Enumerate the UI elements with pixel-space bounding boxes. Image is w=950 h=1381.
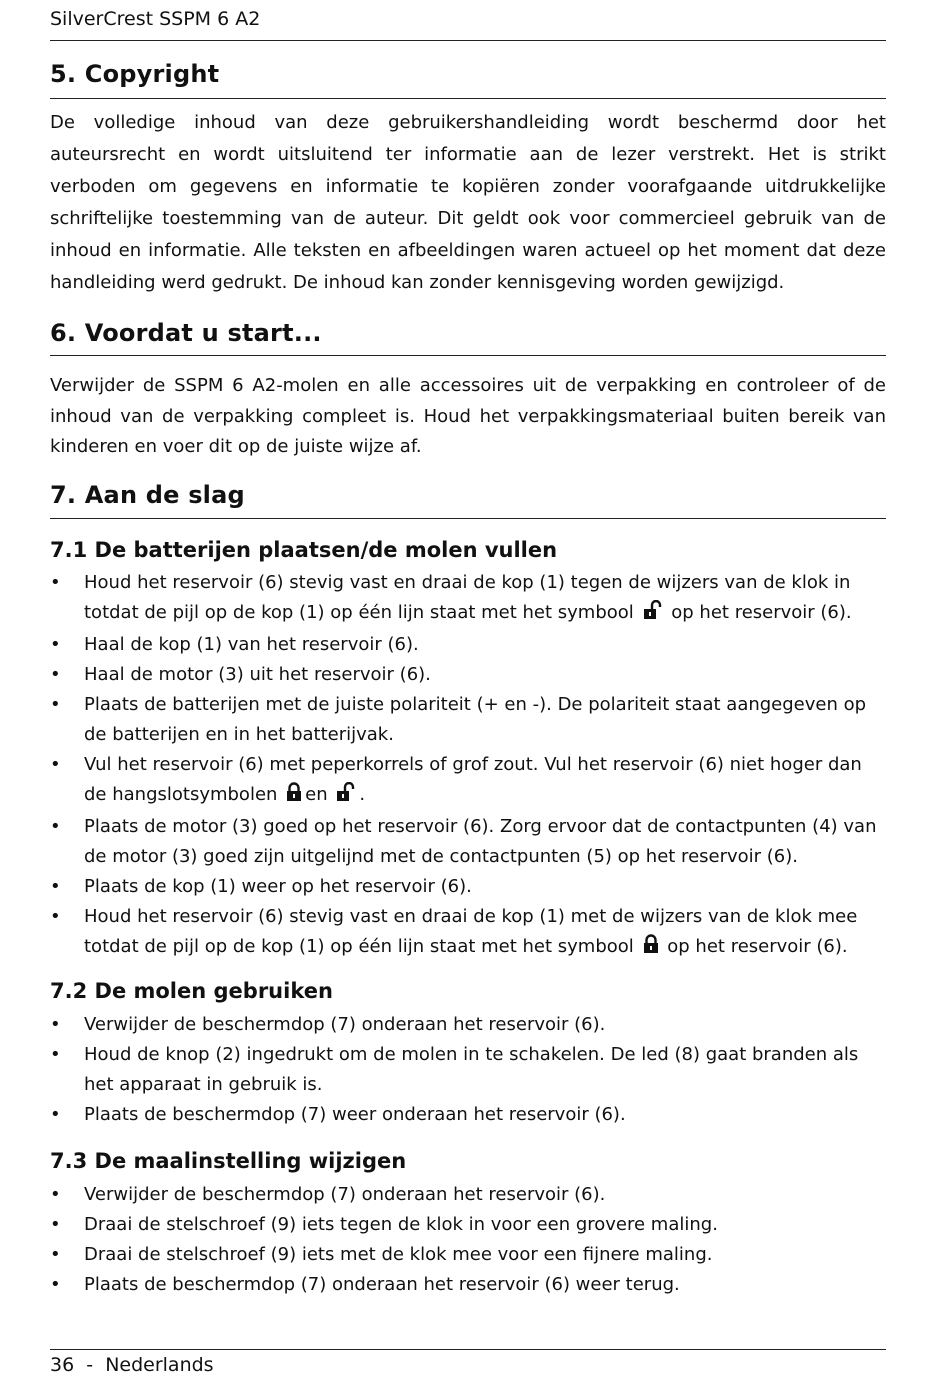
page-footer: 36 - Nederlands xyxy=(50,1354,214,1376)
list-item: • Draai de stelschroef (9) iets tegen de klok in voor een grovere maling. xyxy=(50,1210,886,1240)
section-7-heading: 7. Aan de slag xyxy=(50,481,245,509)
subsection-7-2-heading: 7.2 De molen gebruiken xyxy=(50,979,333,1003)
list-item: • Verwijder de beschermdop (7) onderaan het reservoir (6). xyxy=(50,1180,886,1210)
subsection-7-1-list xyxy=(50,568,886,964)
document-header: SilverCrest SSPM 6 A2 xyxy=(50,8,261,30)
section-rule xyxy=(50,355,886,356)
subsection-7-3-heading: 7.3 De maalinstelling wijzigen xyxy=(50,1149,407,1173)
padlock-open-icon xyxy=(643,600,663,630)
list-item: • Draai de stelschroef (9) iets met de klok mee voor een fijnere maling. xyxy=(50,1240,886,1270)
list-item: • Plaats de motor (3) goed op het reservoir (6). Zorg ervoor dat de contactpunten (4) van de motor (3) goed zijn uitgelijnd met de contactpunten (5) op het reservoir (6). xyxy=(50,812,886,872)
list-item-text: op het reservoir (6). xyxy=(671,602,852,623)
list-item: • Plaats de kop (1) weer op het reservoir (6). xyxy=(50,872,886,902)
section-6-heading: 6. Voordat u start... xyxy=(50,319,322,347)
list-item-text: . xyxy=(359,784,366,805)
list-item: • Verwijder de beschermdop (7) onderaan het reservoir (6). xyxy=(50,1010,886,1040)
padlock-closed-icon xyxy=(286,782,302,812)
list-item: • Plaats de beschermdop (7) onderaan het reservoir (6) weer terug. xyxy=(50,1270,886,1300)
list-item: • Plaats de batterijen met de juiste polariteit (+ en -). De polariteit staat aangegeven op de batterijen en in het batterijvak. xyxy=(50,690,886,750)
section-rule xyxy=(50,98,886,99)
list-item-text: Vul het reservoir (6) met peperkorrels of grof zout. Vul het reservoir (6) niet hoger dan de hangslotsymbolen xyxy=(84,754,862,805)
padlock-closed-icon xyxy=(643,934,659,964)
header-rule xyxy=(50,40,886,41)
section-5-heading: 5. Copyright xyxy=(50,60,220,88)
list-item: • Haal de motor (3) uit het reservoir (6). xyxy=(50,660,886,690)
subsection-7-2-list xyxy=(50,1010,886,1130)
padlock-open-icon xyxy=(336,782,356,812)
list-item: • Haal de kop (1) van het reservoir (6). xyxy=(50,630,886,660)
list-item xyxy=(50,568,886,630)
list-item xyxy=(50,902,886,964)
footer-rule xyxy=(50,1349,886,1350)
list-item-text: Houd het reservoir (6) stevig vast en draai de kop (1) met de wijzers van de klok mee totdat de pijl op de kop (1) op één lijn staat met het symbool xyxy=(84,906,858,957)
section-5-body: De volledige inhoud van deze gebruikershandleiding wordt beschermd door het auteursrecht en wordt uitsluitend ter informatie aan de lezer verstrekt. Het is strikt verboden om gegevens en informatie te kopiëren zonder voorafgaande uitdrukkelijke schriftelijke toestemming van de auteur. Dit geldt ook voor commercieel gebruik van de inhoud en informatie. Alle teksten en afbeeldingen waren actueel op het moment dat deze handleiding werd gedrukt. De inhoud kan zonder kennisgeving worden gewijzigd. xyxy=(50,112,886,293)
list-item xyxy=(50,750,886,812)
list-item-text: en xyxy=(305,784,328,805)
section-rule xyxy=(50,518,886,519)
list-item: • Houd de knop (2) ingedrukt om de molen in te schakelen. De led (8) gaat branden als het apparaat in gebruik is. xyxy=(50,1040,886,1100)
list-item-text: op het reservoir (6). xyxy=(667,936,848,957)
list-item-text: Houd het reservoir (6) stevig vast en draai de kop (1) tegen de wijzers van de klok in totdat de pijl op de kop (1) op één lijn staat met het symbool xyxy=(84,572,851,623)
subsection-7-3-list xyxy=(50,1180,886,1300)
list-item: • Plaats de beschermdop (7) weer onderaan het reservoir (6). xyxy=(50,1100,886,1130)
subsection-7-1-heading: 7.1 De batterijen plaatsen/de molen vullen xyxy=(50,538,558,562)
section-6-body: Verwijder de SSPM 6 A2-molen en alle accessoires uit de verpakking en controleer of de inhoud van de verpakking compleet is. Houd het verpakkingsmateriaal buiten bereik van kinderen en voer dit op de juiste wijze af. xyxy=(50,375,886,457)
